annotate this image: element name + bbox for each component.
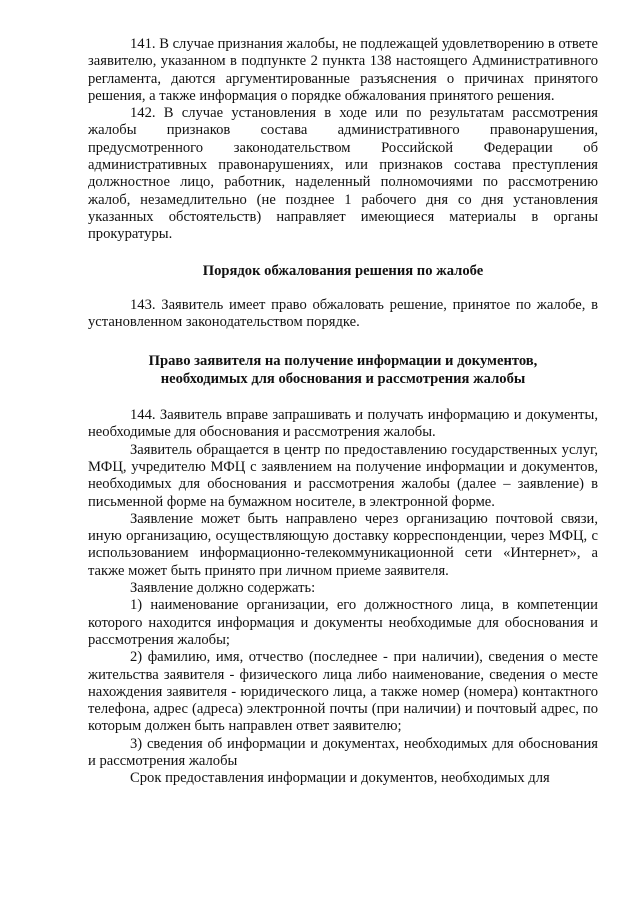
section-heading-rights-line2: необходимых для обоснования и рассмотрения жалобы [160, 370, 526, 387]
section-heading-appeal: Порядок обжалования решения по жалобе [202, 262, 484, 279]
paragraph-application-center: Заявитель обращается в центр по предоставлению государственных услуг, МФЦ, учредителю МФЦ с заявлением на получение информации и документов, необходимых для обоснования и рассмотрения жалобы (далее – заявление) в письменной форме на бумажном носителе, в электронной форме. [88, 441, 598, 510]
paragraph-144: 144. Заявитель вправе запрашивать и получать информацию и документы, необходимые для обоснования и рассмотрения жалобы. [88, 407, 598, 441]
section-heading-rights-line1: Право заявителя на получение информации и документов, [148, 353, 538, 370]
list-item-2: 2) фамилию, имя, отчество (последнее - при наличии), сведения о месте жительства заявителя - физического лица либо наименование, сведения о месте нахождения заявителя - юридического лица, а также номер (номера) контактного телефона, адрес (адреса) электронной почты (при наличии) и почтовый адрес, по которым должен быть направлен ответ заявителю; [88, 649, 598, 735]
paragraph-143: 143. Заявитель имеет право обжаловать решение, принятое по жалобе, в установленном законодательством порядке. [88, 296, 598, 331]
list-item-1: 1) наименование организации, его должностного лица, в компетенции которого находится информация и документы необходимые для обоснования и рассмотрения жалобы; [88, 597, 598, 648]
paragraph-term: Срок предоставления информации и документов, необходимых для [130, 770, 550, 787]
paragraph-141: 141. В случае признания жалобы, не подлежащей удовлетворению в ответе заявителю, указанном в подпункте 2 пункта 138 настоящего Административного регламента, даются аргументированные разъяснения о причинах принятого решения, а также информация о порядке обжалования принятого решения. [88, 36, 598, 104]
list-item-3: 3) сведения об информации и документах, необходимых для обоснования и рассмотрения жалобы [88, 735, 598, 769]
paragraph-application-postal: Заявление может быть направлено через организацию почтовой связи, иную организацию, осуществляющую доставку корреспонденции, через МФЦ, с использованием информационно-телекоммуникационной сети «Интернет», а также может быть принято при личном приеме заявителя. [88, 510, 598, 579]
paragraph-application-contents: Заявление должно содержать: [130, 580, 316, 597]
paragraph-142: 142. В случае установления в ходе или по результатам рассмотрения жалобы признаков состава административного правонарушения, предусмотренного законодательством Российской Федерации об административных правонарушениях, или признаков состава преступления должностное лицо, работник, наделенный полномочиями по рассмотрению жалоб, незамедлительно (не позднее 1 рабочего дня со дня установления указанных обстоятельств) направляет имеющиеся материалы в органы прокуратуры. [88, 105, 598, 243]
